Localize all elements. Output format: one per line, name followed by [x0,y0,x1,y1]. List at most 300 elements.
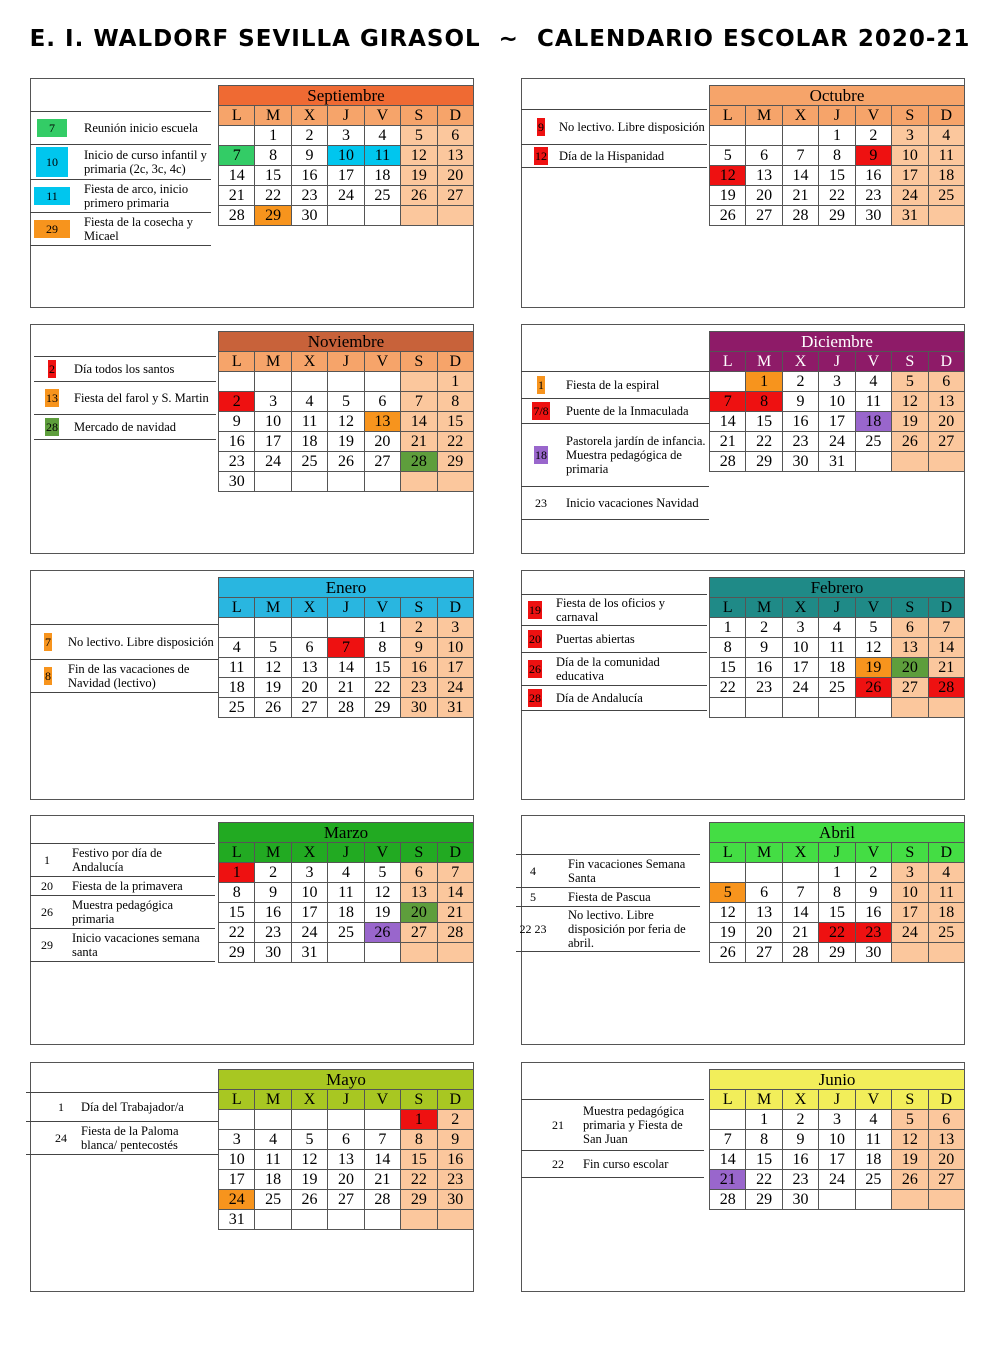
day-cell: 15 [746,412,782,432]
day-cell: 25 [219,698,255,718]
empty-cell [437,1210,473,1230]
legend-item [521,653,707,686]
day-cell: 24 [892,186,928,206]
day-cell: 2 [855,126,891,146]
day-cell: 10 [291,883,327,903]
day-cell: 17 [437,658,473,678]
day-cell: 2 [219,392,255,412]
month-name: Junio [710,1070,965,1090]
day-cell: 26 [291,1190,327,1210]
empty-cell [291,1210,327,1230]
day-cell: 22 [746,1170,782,1190]
legend-text: Día del Trabajador/a [81,1100,184,1114]
empty-cell [401,372,437,392]
weekday-header: S [892,1090,928,1110]
day-cell: 17 [819,1150,855,1170]
day-cell: 18 [291,432,327,452]
legend-number: 28 [529,691,541,705]
empty-cell [892,452,928,472]
day-cell: 21 [782,186,818,206]
day-cell: 30 [855,943,891,963]
day-cell: 11 [928,883,964,903]
day-cell: 30 [782,1190,818,1210]
day-cell: 8 [746,392,782,412]
legend-item [34,415,216,440]
day-cell: 26 [892,1170,928,1190]
day-cell: 13 [401,883,437,903]
legend-number: 24 [55,1131,67,1145]
day-cell: 27 [291,698,327,718]
day-cell: 17 [782,658,818,678]
legend-number: 13 [46,391,58,405]
day-cell: 26 [710,206,746,226]
day-cell: 21 [437,903,473,923]
day-cell: 12 [401,146,437,166]
legend-item [30,660,218,693]
empty-cell [855,1190,891,1210]
day-cell: 11 [819,638,855,658]
day-cell: 11 [255,1150,291,1170]
legend-text: Día de la comunidad educativa [556,655,660,683]
legend-number: 21 [552,1118,564,1132]
legend-text: Inicio de curso infantil y primaria (2c, 3c, 4c) [84,148,207,176]
day-cell: 13 [437,146,473,166]
empty-cell [401,943,437,963]
empty-cell [928,206,964,226]
day-cell: 5 [710,883,746,903]
day-cell: 9 [291,146,327,166]
day-cell: 12 [892,1130,928,1150]
legend-item [521,145,707,168]
empty-cell [710,1110,746,1130]
legend-number: 29 [41,938,53,952]
weekday-header: V [855,106,891,126]
day-cell: 25 [855,432,891,452]
day-cell: 6 [746,883,782,903]
legend-text: Fiesta de la cosecha y Micael [84,215,193,243]
empty-cell [928,452,964,472]
day-cell: 23 [401,678,437,698]
empty-cell [364,372,400,392]
day-cell: 15 [401,1150,437,1170]
day-cell: 21 [710,1170,746,1190]
day-cell: 5 [401,126,437,146]
empty-cell [328,1110,364,1130]
weekday-header: L [219,352,255,372]
day-cell: 12 [328,412,364,432]
day-cell: 2 [401,618,437,638]
day-cell: 27 [892,678,928,698]
day-cell: 1 [401,1110,437,1130]
day-cell: 22 [255,186,291,206]
day-cell: 20 [401,903,437,923]
day-cell: 20 [437,166,473,186]
empty-cell [364,1110,400,1130]
day-cell: 10 [782,638,818,658]
empty-cell [710,126,746,146]
day-cell: 2 [291,126,327,146]
day-cell: 15 [364,658,400,678]
day-cell: 17 [892,166,928,186]
day-cell: 19 [710,923,746,943]
weekday-header: V [855,598,891,618]
day-cell: 11 [855,392,891,412]
legend-item [26,1122,218,1155]
day-cell: 23 [219,452,255,472]
day-cell: 4 [928,863,964,883]
empty-cell [255,618,291,638]
day-cell: 31 [819,452,855,472]
empty-cell [291,1110,327,1130]
empty-cell [291,472,327,492]
day-cell: 13 [746,166,782,186]
day-cell: 17 [219,1170,255,1190]
legend [516,854,700,952]
legend-number: 1 [58,1100,64,1114]
day-cell: 22 [219,923,255,943]
day-cell: 29 [437,452,473,472]
day-cell: 26 [710,943,746,963]
empty-cell [328,618,364,638]
day-cell: 14 [219,166,255,186]
day-cell: 9 [219,412,255,432]
empty-cell [928,1190,964,1210]
legend-number: 7 [45,635,51,649]
day-cell: 18 [219,678,255,698]
weekday-header: S [401,1090,437,1110]
day-cell: 10 [437,638,473,658]
day-cell: 9 [746,638,782,658]
day-cell: 17 [819,412,855,432]
day-cell: 26 [892,432,928,452]
day-cell: 11 [328,883,364,903]
day-cell: 17 [291,903,327,923]
day-cell: 3 [255,392,291,412]
day-cell: 6 [328,1130,364,1150]
legend-text: Día de Andalucía [556,691,643,705]
day-cell: 10 [328,146,364,166]
day-cell: 8 [437,392,473,412]
day-cell: 18 [855,412,891,432]
day-cell: 26 [255,698,291,718]
weekday-header: L [219,598,255,618]
day-cell: 29 [819,206,855,226]
day-cell: 8 [819,883,855,903]
day-cell: 7 [437,863,473,883]
empty-cell [255,1110,291,1130]
day-cell: 12 [364,883,400,903]
weekday-header: J [819,352,855,372]
day-cell: 19 [855,658,891,678]
day-cell: 21 [928,658,964,678]
day-cell: 12 [255,658,291,678]
legend-text: No lectivo. Libre disposición por feria de abril. [568,908,686,950]
day-cell: 22 [437,432,473,452]
day-cell: 26 [855,678,891,698]
day-cell: 20 [746,923,782,943]
day-cell: 30 [401,698,437,718]
day-cell: 18 [364,166,400,186]
day-cell: 15 [710,658,746,678]
day-cell: 13 [746,903,782,923]
day-cell: 16 [437,1150,473,1170]
day-cell: 4 [855,1110,891,1130]
legend-number: 8 [45,669,51,683]
day-cell: 13 [928,392,964,412]
day-cell: 25 [928,186,964,206]
legend-text: Festivo por día de Andalucía [72,846,162,874]
legend-number: 11 [34,187,70,205]
legend-text: Reunión inicio escuela [84,121,198,135]
day-cell: 2 [255,863,291,883]
day-cell: 6 [437,126,473,146]
empty-cell [892,943,928,963]
day-cell: 13 [892,638,928,658]
weekday-header: M [746,352,782,372]
day-cell: 2 [782,1110,818,1130]
legend-text: Fiesta de la Paloma blanca/ pentecostés [81,1124,179,1152]
legend-item [34,382,216,415]
day-cell: 14 [437,883,473,903]
day-cell: 22 [819,923,855,943]
empty-cell [364,472,400,492]
day-cell: 29 [255,206,291,226]
day-cell: 4 [364,126,400,146]
empty-cell [255,472,291,492]
legend-text: Mercado de navidad [74,420,177,434]
empty-cell [328,206,364,226]
legend-item [30,112,211,145]
month-table [218,577,474,718]
day-cell: 16 [855,166,891,186]
legend-item [30,896,215,929]
weekday-header: L [710,352,746,372]
day-cell: 8 [364,638,400,658]
weekday-header: J [328,598,364,618]
weekday-header: D [437,106,473,126]
day-cell: 8 [401,1130,437,1150]
day-cell: 14 [782,166,818,186]
empty-cell [219,618,255,638]
day-cell: 29 [219,943,255,963]
day-cell: 16 [782,412,818,432]
day-cell: 7 [401,392,437,412]
day-cell: 7 [928,618,964,638]
weekday-header: L [219,843,255,863]
day-cell: 19 [892,412,928,432]
legend-number: 23 [535,496,547,510]
weekday-header: X [291,352,327,372]
month-table [709,822,965,963]
month-table [218,822,474,963]
day-cell: 2 [437,1110,473,1130]
day-cell: 23 [291,186,327,206]
day-cell: 1 [819,863,855,883]
day-cell: 9 [437,1130,473,1150]
legend-number: 4 [530,864,536,878]
legend [521,109,707,168]
month-name: Septiembre [219,86,474,106]
legend-text: Muestra pedagógica primaria [72,898,174,926]
day-cell: 25 [855,1170,891,1190]
weekday-header: V [364,598,400,618]
empty-cell [328,943,364,963]
legend-item [30,929,215,962]
day-cell: 28 [401,452,437,472]
day-cell: 11 [219,658,255,678]
legend-number: 26 [529,662,541,676]
day-cell: 10 [819,1130,855,1150]
weekday-header: V [364,843,400,863]
day-cell: 3 [892,126,928,146]
weekday-header: S [892,598,928,618]
empty-cell [364,943,400,963]
legend-number: 19 [529,603,541,617]
day-cell: 11 [928,146,964,166]
day-cell: 23 [782,1170,818,1190]
day-cell: 10 [219,1150,255,1170]
weekday-header: V [364,352,400,372]
day-cell: 19 [364,903,400,923]
legend-number: 5 [530,890,536,904]
legend-text: Fin vacaciones Semana Santa [568,857,686,885]
day-cell: 15 [219,903,255,923]
day-cell: 18 [819,658,855,678]
day-cell: 12 [710,903,746,923]
weekday-header: M [746,1090,782,1110]
day-cell: 3 [291,863,327,883]
legend-text: Día de la Hispanidad [559,149,665,163]
day-cell: 7 [782,146,818,166]
day-cell: 30 [291,206,327,226]
legend-text: Inicio vacaciones semana santa [72,931,200,959]
legend-item [521,372,709,399]
day-cell: 4 [819,618,855,638]
empty-cell [855,452,891,472]
month-name: Marzo [219,823,474,843]
day-cell: 30 [437,1190,473,1210]
weekday-header: D [437,352,473,372]
day-cell: 11 [291,412,327,432]
day-cell: 28 [710,1190,746,1210]
day-cell: 9 [255,883,291,903]
day-cell: 28 [782,206,818,226]
legend-number: 29 [34,220,70,238]
legend-text: No lectivo. Libre disposición [68,635,214,649]
weekday-header: X [782,1090,818,1110]
day-cell: 14 [928,638,964,658]
day-cell: 10 [255,412,291,432]
weekday-header: M [746,598,782,618]
day-cell: 7 [710,392,746,412]
day-cell: 1 [710,618,746,638]
day-cell: 15 [437,412,473,432]
legend-text: Fin curso escolar [583,1157,669,1171]
day-cell: 12 [892,392,928,412]
day-cell: 26 [328,452,364,472]
empty-cell [219,126,255,146]
day-cell: 21 [782,923,818,943]
legend-number: 7 [37,119,67,137]
day-cell: 5 [710,146,746,166]
legend-item [34,357,216,382]
day-cell: 9 [782,392,818,412]
legend-text: Muestra pedagógica primaria y Fiesta de San Juan [583,1104,685,1146]
day-cell: 28 [437,923,473,943]
legend [30,111,211,246]
empty-cell [437,206,473,226]
legend-item [26,1093,218,1122]
day-cell: 5 [255,638,291,658]
month-name: Diciembre [710,332,965,352]
weekday-header: L [710,598,746,618]
day-cell: 26 [364,923,400,943]
weekday-header: D [437,598,473,618]
day-cell: 6 [364,392,400,412]
legend-number: 9 [538,120,544,134]
day-cell: 24 [437,678,473,698]
day-cell: 16 [746,658,782,678]
day-cell: 30 [855,206,891,226]
empty-cell [219,372,255,392]
day-cell: 28 [782,943,818,963]
weekday-header: M [746,106,782,126]
day-cell: 24 [819,432,855,452]
legend-item [516,855,700,888]
legend-item [521,487,709,520]
legend [26,1092,218,1155]
empty-cell [710,698,746,718]
weekday-header: M [255,843,291,863]
day-cell: 13 [291,658,327,678]
day-cell: 27 [746,943,782,963]
day-cell: 7 [364,1130,400,1150]
day-cell: 29 [401,1190,437,1210]
day-cell: 30 [782,452,818,472]
legend [521,371,709,520]
legend-text: Inicio vacaciones Navidad [566,496,699,510]
day-cell: 27 [928,432,964,452]
legend [30,624,218,693]
legend-number: 26 [41,905,53,919]
weekday-header: D [928,106,964,126]
day-cell: 16 [255,903,291,923]
legend-text: No lectivo. Libre disposición [559,120,705,134]
day-cell: 19 [291,1170,327,1190]
day-cell: 30 [255,943,291,963]
day-cell: 19 [892,1150,928,1170]
month-table [218,331,474,492]
day-cell: 25 [364,186,400,206]
day-cell: 26 [401,186,437,206]
weekday-header: J [819,106,855,126]
legend-text: Fiesta de Pascua [568,890,651,904]
day-cell: 23 [782,432,818,452]
day-cell: 14 [710,412,746,432]
day-cell: 4 [328,863,364,883]
legend-number: 22 [552,1157,564,1171]
legend-number: 2 [49,362,55,376]
empty-cell [328,372,364,392]
legend [521,594,707,711]
day-cell: 7 [328,638,364,658]
day-cell: 21 [328,678,364,698]
legend-item [30,877,215,896]
day-cell: 14 [364,1150,400,1170]
day-cell: 20 [892,658,928,678]
day-cell: 31 [291,943,327,963]
day-cell: 9 [855,883,891,903]
